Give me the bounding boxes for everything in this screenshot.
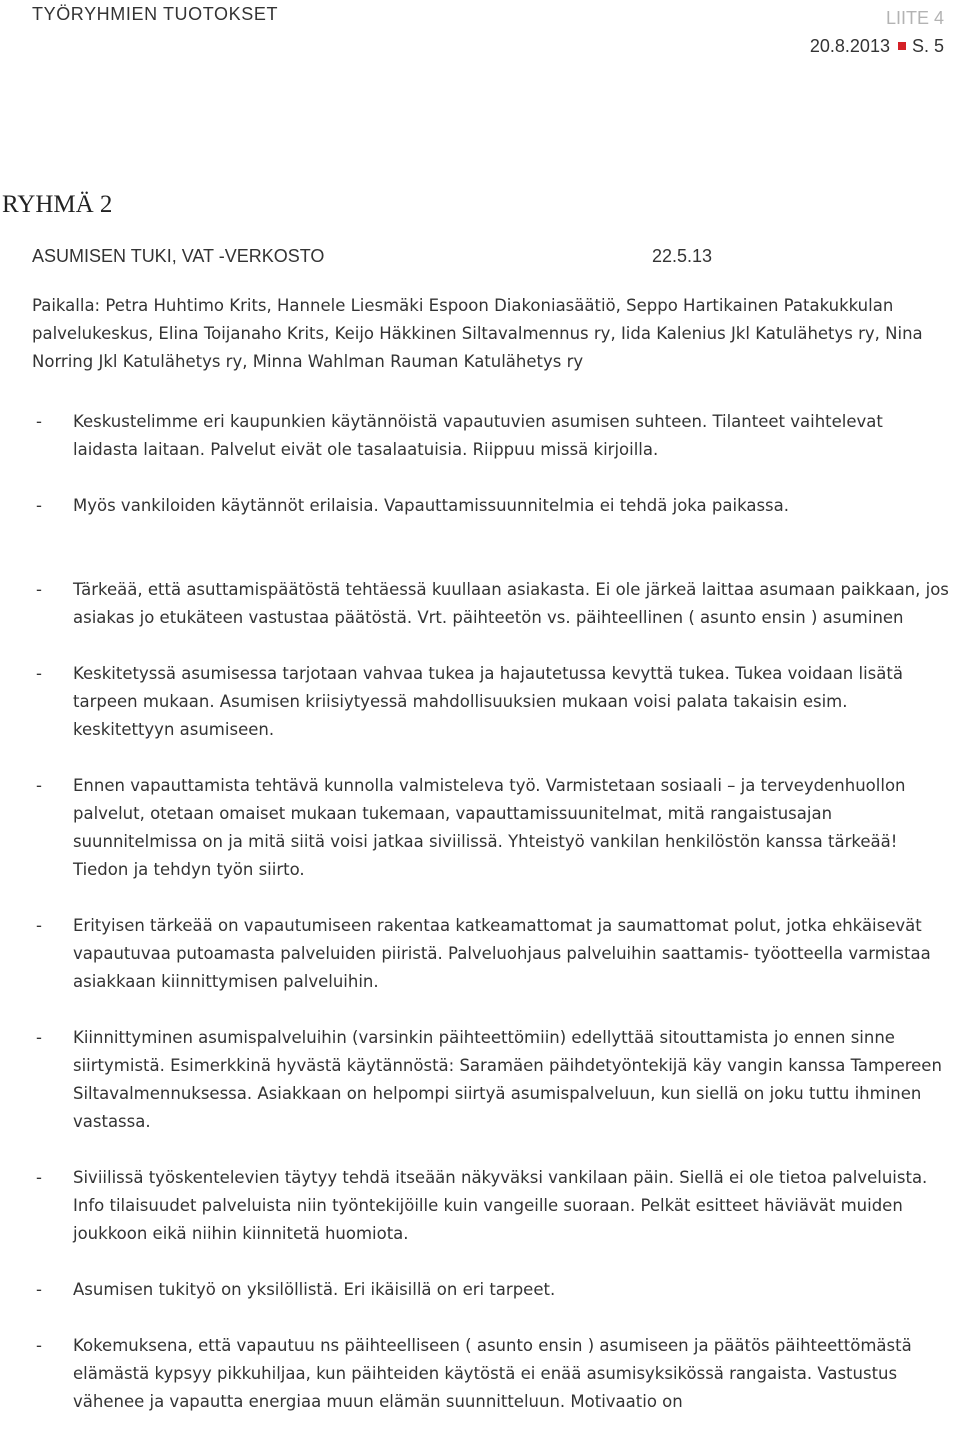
bullet-dash: - (36, 580, 42, 599)
list-item-text: Tärkeää, että asuttamispäätöstä tehtäessä kuullaan asiakasta. Ei ole järkeä laittaa asumaan paikkaan, jos asiakas jo etukäteen vastustaa päätöstä. Vrt. päihteetön vs. päihteellinen ( asunto ensin ) asuminen (73, 580, 949, 627)
bullet-dash: - (36, 1336, 42, 1355)
list-item-text: Erityisen tärkeää on vapautumiseen rakentaa katkeamattomat ja saumattomat polut, jotka ehkäisevät vapautuvaa putoamasta palveluiden piiristä. Palveluohjaus palveluihin saattamis- työotteella varmistaa asiakkaan kiinnittymisen palveluihin. (73, 916, 931, 991)
list-item (32, 912, 952, 996)
bullet-dash: - (36, 1280, 42, 1299)
list-item-text: Ennen vapauttamista tehtävä kunnolla valmisteleva työ. Varmistetaan sosiaali – ja terveydenhuollon palvelut, otetaan omaiset mukaan tukemaan, vapauttamissuunitelmat, mitä rangaistusajan suunnitelmissa on ja mitä siitä voisi jatkaa siviilissä. Yhteistyö vankilan henkilöstön kanssa tärkeää! Tiedon ja tehdyn työn siirto. (73, 776, 906, 879)
square-marker-icon (898, 42, 906, 50)
list-item (32, 1024, 952, 1136)
group-title: RYHMÄ 2 (2, 191, 113, 218)
meeting-subject (32, 246, 732, 267)
meeting-date: 22.5.13 (652, 246, 713, 266)
bullet-dash: - (36, 776, 42, 795)
list-item-text: Kokemuksena, että vapautuu ns päihteelliseen ( asunto ensin ) asumiseen ja päätös päihteettömästä elämästä kypsyy pikkuhiljaa, kun päihteiden käytöstä ei enää asumisyksikössä rangaista. Vastustus vähenee ja vapautta energiaa muun elämän suunnitteluun. Motivaatio on (73, 1336, 912, 1411)
list-item (32, 1164, 952, 1248)
page-number: S. 5 (911, 36, 944, 56)
attendees-paragraph: Paikalla: Petra Huhtimo Krits, Hannele Liesmäki Espoon Diakoniasäätiö, Seppo Hartikainen Patakukkulan palvelukeskus, Elina Toijanaho Krits, Keijo Häkkinen Siltavalmennus ry, Iida Kalenius Jkl Katulähetys ry, Nina Norring Jkl Katulähetys ry, Minna Wahlman Rauman Katulähetys ry (32, 296, 923, 371)
list-item (32, 772, 952, 884)
bullet-dash: - (36, 664, 42, 683)
list-item (32, 408, 952, 464)
appendix-label: LIITE 4 (885, 8, 944, 28)
list-item-text: Keskustelimme eri kaupunkien käytännöistä vapautuvien asumisen suhteen. Tilanteet vaihtelevat laidasta laitaan. Palvelut eivät ole tasalaatuisia. Riippuu missä kirjoilla. (73, 412, 883, 459)
bullet-dash: - (36, 496, 42, 515)
header-date-page (810, 32, 944, 60)
list-item-text: Asumisen tukityö on yksilöllistä. Eri ikäisillä on eri tarpeet. (73, 1280, 556, 1299)
list-item (32, 1332, 952, 1416)
list-item-text: Keskitetyssä asumisessa tarjotaan vahvaa tukea ja hajautetussa kevyttä tukea. Tukea voidaan lisätä tarpeen mukaan. Asumisen kriisiytyessä mahdollisuuksien mukaan voisi palata takaisin esim. keskitettyyn asumiseen. (73, 664, 903, 739)
header-meta (810, 4, 944, 60)
list-item (32, 1276, 952, 1304)
bullet-dash: - (36, 1168, 42, 1187)
header-title: TYÖRYHMIEN TUOTOKSET (32, 4, 279, 24)
list-item-text: Myös vankiloiden käytännöt erilaisia. Vapauttamissuunnitelmia ei tehdä joka paikassa. (73, 496, 790, 515)
bullet-dash: - (36, 412, 42, 431)
list-item (32, 576, 952, 632)
header-date: 20.8.2013 (809, 36, 890, 56)
page-header (0, 0, 960, 60)
discussion-list (32, 408, 952, 1444)
list-item-text: Kiinnittyminen asumispalveluihin (varsinkin päihteettömiin) edellyttää sitouttamista jo ennen sinne siirtymistä. Esimerkkinä hyvästä käytännöstä: Saramäen päihdetyöntekijä käy vangin kanssa Tampereen Siltavalmennuksessa. Asiakkaan on helpompi siirtyä asumispalveluun, kun siellä on joku tuttu ihminen vastassa. (73, 1028, 942, 1131)
list-item (32, 660, 952, 744)
list-item (32, 492, 952, 520)
meeting-title: ASUMISEN TUKI, VAT -VERKOSTO (32, 246, 325, 266)
bullet-dash: - (36, 1028, 42, 1047)
bullet-dash: - (36, 916, 42, 935)
list-item-text: Siviilissä työskentelevien täytyy tehdä itseään näkyväksi vankilaan päin. Siellä ei ole tietoa palveluista. Info tilaisuudet palveluista niin työntekijöille kuin vangeille suoraan. Pelkät esitteet häviävät muiden joukkoon eikä niihin kiinnitetä huomiota. (73, 1168, 928, 1243)
